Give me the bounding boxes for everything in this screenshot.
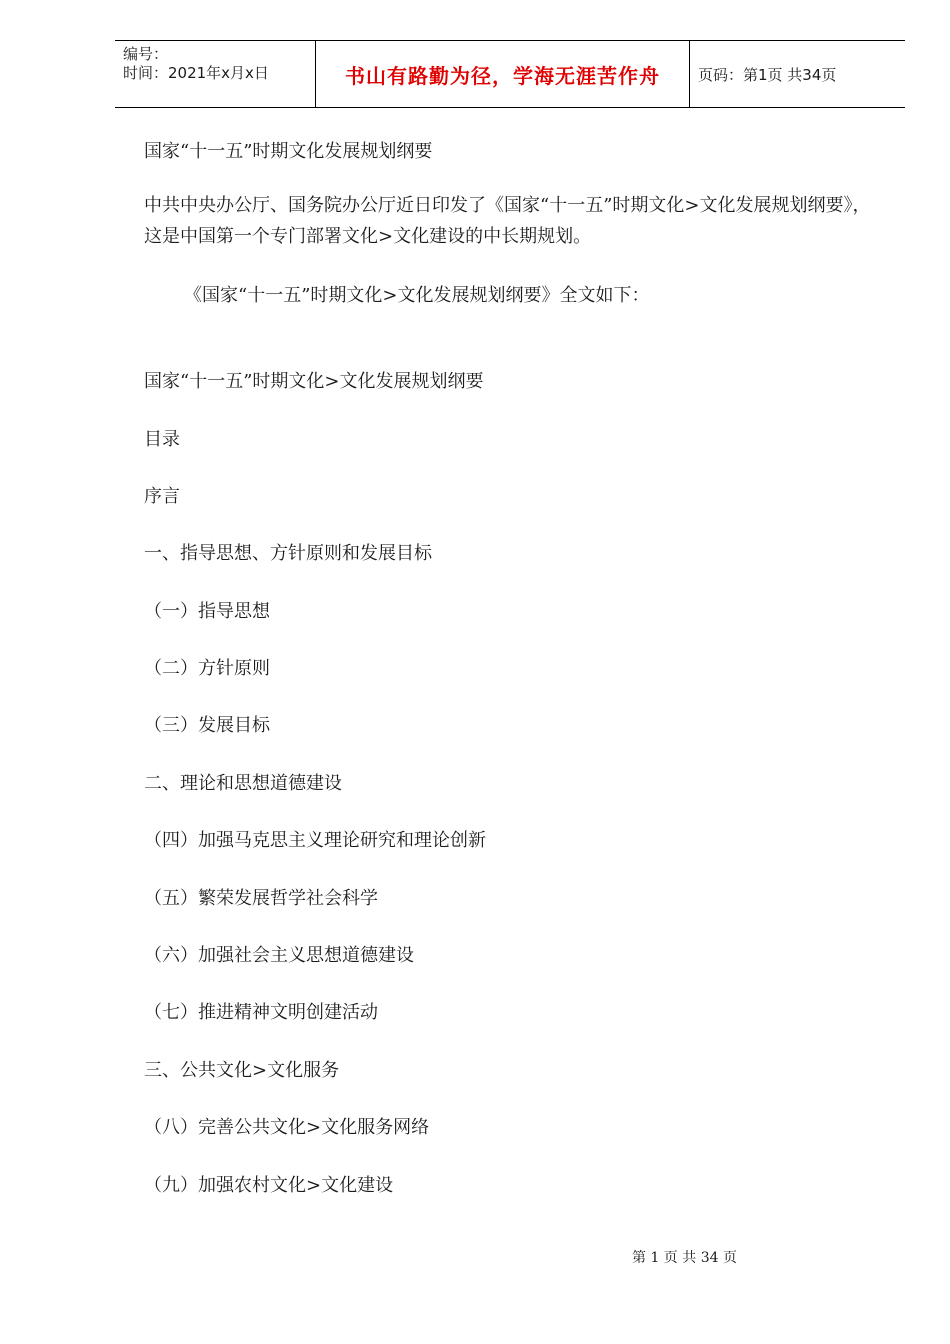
intro-paragraph: 中共中央办公厅、国务院办公厅近日印发了《国家“十一五”时期文化>文化发展规划纲要》，这是中国第一个专门部署文化>文化建设的中长期规划。 [144, 195, 871, 247]
header-page-label: 页码：第1页 共34页 [698, 65, 837, 84]
toc-heading: 目录 [144, 429, 180, 450]
toc-item-7: （七）推进精神文明创建活动 [144, 1002, 378, 1023]
document-title: 国家“十一五”时期文化发展规划纲要 [144, 141, 433, 162]
toc-item-2: （二）方针原则 [144, 658, 270, 679]
page-footer: 第 1 页 共 34 页 [632, 1250, 737, 1266]
toc-section-1: 一、指导思想、方针原则和发展目标 [144, 543, 432, 564]
number-label: 编号： [123, 45, 169, 63]
toc-item-3: （三）发展目标 [144, 715, 270, 736]
fulltext-note: 《国家“十一五”时期文化>文化发展规划纲要》全文如下： [184, 285, 650, 306]
toc-section-2: 二、理论和思想道德建设 [144, 773, 342, 794]
toc-section-3: 三、公共文化>文化服务 [144, 1060, 340, 1081]
header-meta-cell [115, 41, 316, 107]
toc-item-9: （九）加强农村文化>文化建设 [144, 1175, 394, 1196]
page-header [115, 40, 905, 108]
header-motto-cell [316, 41, 690, 107]
toc-item-4: （四）加强马克思主义理论研究和理论创新 [144, 830, 486, 851]
toc-item-6: （六）加强社会主义思想道德建设 [144, 945, 414, 966]
toc-preface: 序言 [144, 486, 180, 507]
toc-item-5: （五）繁荣发展哲学社会科学 [144, 888, 378, 909]
motto-text: 书山有路勤为径，学海无涯苦作舟 [345, 63, 660, 88]
header-page-cell [690, 41, 905, 107]
toc-item-1: （一）指导思想 [144, 601, 270, 622]
plan-title: 国家“十一五”时期文化>文化发展规划纲要 [144, 371, 484, 392]
time-label: 时间：2021年x月x日 [123, 64, 269, 82]
toc-item-8: （八）完善公共文化>文化服务网络 [144, 1117, 430, 1138]
